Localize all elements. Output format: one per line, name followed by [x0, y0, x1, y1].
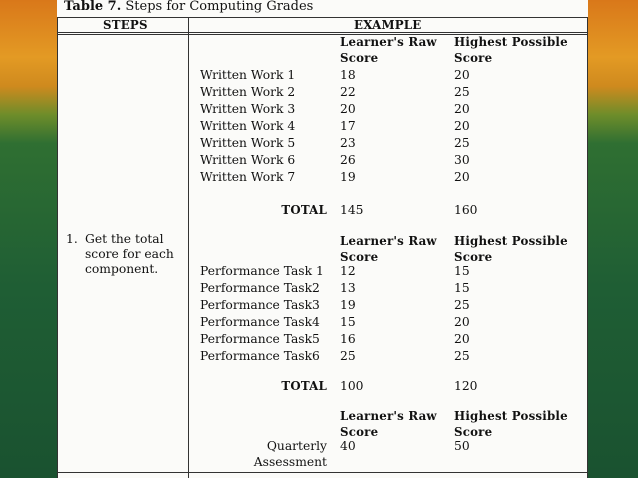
performance-task-label: Performance Task3: [200, 298, 320, 312]
written-work-label: Written Work 2: [200, 85, 296, 99]
table-right-border: [587, 17, 588, 478]
raw-score: 17: [340, 119, 356, 133]
row-border: [57, 472, 588, 473]
example-header: EXAMPLE: [354, 18, 422, 32]
raw-score: 15: [340, 315, 356, 329]
total-hps: 160: [454, 203, 478, 217]
raw-score: 19: [340, 298, 356, 312]
quarterly-label: Quarterly: [266, 439, 327, 453]
highest-score: 25: [454, 136, 470, 150]
total-hps: 120: [454, 379, 478, 393]
hps-header: Score: [454, 425, 493, 439]
highest-score: 20: [454, 332, 470, 346]
performance-task-label: Performance Task6: [200, 349, 320, 363]
raw-score-header: Score: [340, 250, 379, 264]
highest-score: 20: [454, 315, 470, 329]
quarterly-hps: 50: [454, 439, 470, 453]
total-raw: 100: [340, 379, 364, 393]
quarterly-label: Assessment: [253, 455, 327, 469]
total-raw: 145: [340, 203, 364, 217]
step-text-line: Get the total: [85, 232, 164, 246]
hps-header: Highest Possible: [454, 234, 568, 248]
caption-text: Steps for Computing Grades: [121, 0, 314, 14]
highest-score: 15: [454, 264, 470, 278]
written-work-label: Written Work 4: [200, 119, 296, 133]
raw-score-header: Learner's Raw: [340, 409, 437, 423]
raw-score: 13: [340, 281, 356, 295]
highest-score: 20: [454, 119, 470, 133]
raw-score: 23: [340, 136, 356, 150]
hps-header: Score: [454, 51, 493, 65]
raw-score-header: Learner's Raw: [340, 35, 437, 49]
grades-table: [57, 0, 588, 478]
raw-score: 12: [340, 264, 356, 278]
raw-score: 25: [340, 349, 356, 363]
raw-score: 16: [340, 332, 356, 346]
caption-number: Table 7.: [64, 0, 122, 14]
written-work-label: Written Work 6: [200, 153, 296, 167]
written-work-label: Written Work 3: [200, 102, 296, 116]
hps-header: Highest Possible: [454, 409, 568, 423]
highest-score: 15: [454, 281, 470, 295]
raw-score: 19: [340, 170, 356, 184]
raw-score: 22: [340, 85, 356, 99]
performance-task-label: Performance Task2: [200, 281, 320, 295]
raw-score-header: Learner's Raw: [340, 234, 437, 248]
raw-score-header: Score: [340, 51, 379, 65]
total-label: TOTAL: [281, 203, 327, 217]
step-text-line: score for each: [85, 247, 174, 261]
highest-score: 20: [454, 170, 470, 184]
written-work-label: Written Work 1: [200, 68, 296, 82]
raw-score: 20: [340, 102, 356, 116]
step-text-line: component.: [85, 262, 159, 276]
highest-score: 20: [454, 68, 470, 82]
performance-task-label: Performance Task5: [200, 332, 320, 346]
raw-score: 26: [340, 153, 356, 167]
performance-task-label: Performance Task 1: [200, 264, 324, 278]
quarterly-raw: 40: [340, 439, 356, 453]
column-divider: [188, 17, 189, 478]
table-left-border: [57, 17, 58, 478]
highest-score: 30: [454, 153, 470, 167]
step-number: 1.: [66, 232, 78, 246]
raw-score: 18: [340, 68, 356, 82]
document-page: [57, 0, 588, 478]
hps-header: Highest Possible: [454, 35, 568, 49]
highest-score: 25: [454, 298, 470, 312]
performance-task-label: Performance Task4: [200, 315, 320, 329]
highest-score: 25: [454, 85, 470, 99]
hps-header: Score: [454, 250, 493, 264]
steps-header: STEPS: [103, 18, 148, 32]
highest-score: 25: [454, 349, 470, 363]
written-work-label: Written Work 5: [200, 136, 296, 150]
total-label: TOTAL: [281, 379, 327, 393]
raw-score-header: Score: [340, 425, 379, 439]
highest-score: 20: [454, 102, 470, 116]
written-work-label: Written Work 7: [200, 170, 296, 184]
